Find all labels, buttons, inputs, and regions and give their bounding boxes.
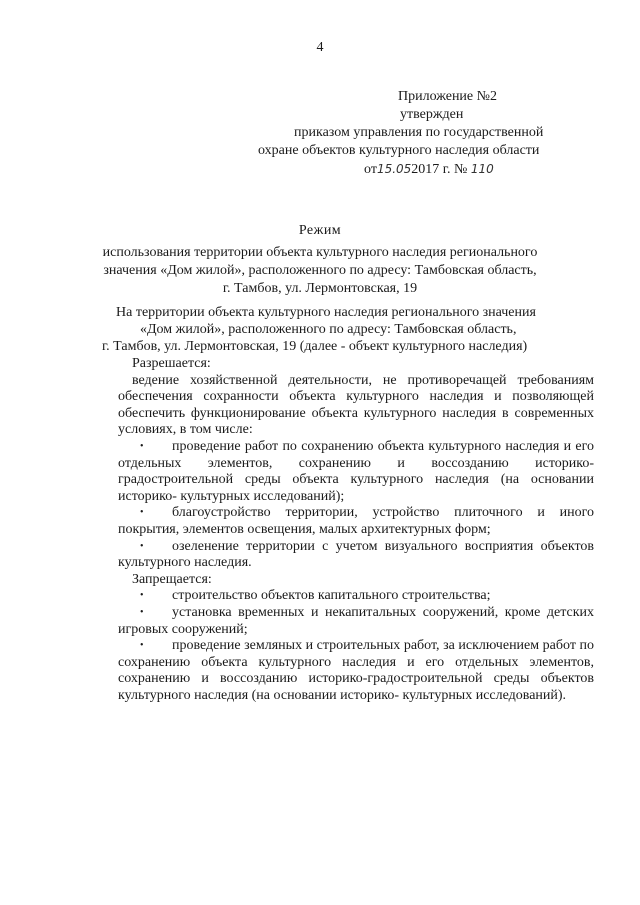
allowed-item-text: озеленение территории с учетом визуального восприятия объектов культурного наследия. (118, 538, 594, 571)
regime-heading: Режим (298, 223, 342, 238)
regime-title-line-2: значения «Дом жилой», расположенного по адресу: Тамбовская область, (103, 263, 537, 278)
allowed-item (118, 439, 594, 505)
bullet-symbol: • (140, 606, 144, 618)
allowed-item (118, 539, 594, 572)
bullet-symbol: • (140, 440, 144, 452)
bullet-symbol: • (140, 640, 144, 652)
bullet-symbol: • (140, 540, 144, 552)
regime-body (118, 356, 594, 704)
allowed-text: ведение хозяйственной деятельности, не противоречащей требованиям обеспечения сохранности объекта культурного наследия и позволяющей обеспечить функционирование объекта культурного наследия в современных условиях, в том числе: (118, 372, 594, 438)
allowed-label: Разрешается: (132, 356, 211, 371)
intro-line-3: г. Тамбов, ул. Лермонтовская, 19 (далее - объект культурного наследия) (102, 339, 528, 354)
intro-block (102, 304, 596, 355)
intro-line-1: На территории объекта культурного наследия регионального значения (116, 305, 536, 320)
forbidden-item-text: проведение земляных и строительных работ, за исключением работ по сохранению объекта культурного наследия и его отдельных элементов, сохранению и воссозданию историко-градостроительной среды объектов культурного наследия (на основании историко- культурных исследований). (118, 638, 594, 703)
regime-title-line-3: г. Тамбов, ул. Лермонтовская, 19 (222, 281, 418, 296)
allowed-item-text: благоустройство территории, устройство плиточного и иного покрытия, элементов освещения, малых архитектурных форм; (118, 505, 594, 537)
approval-block (240, 88, 610, 179)
handwritten-number: 110 (470, 162, 494, 176)
forbidden-item-text: строительство объектов капитального строительства; (172, 588, 491, 604)
forbidden-label: Запрещается: (132, 571, 212, 587)
regime-title-block (80, 222, 560, 298)
page-number: 4 (316, 40, 324, 55)
forbidden-item-text: установка временных и некапитальных сооружений, кроме детских игровых сооружений; (118, 604, 594, 637)
appendix-label: Приложение №2 (398, 89, 497, 104)
regime-title-line-1: использования территории объекта культурного наследия регионального (102, 245, 538, 260)
authority-line: охране объектов культурного наследия области (258, 143, 540, 158)
forbidden-item (118, 605, 594, 638)
bullet-symbol: • (140, 507, 144, 519)
order-line: приказом управления по государственной (294, 125, 544, 140)
date-prefix: от (364, 162, 377, 177)
allowed-item (118, 505, 594, 538)
date-suffix: 2017 г. № (411, 162, 468, 177)
approved-label: утвержден (400, 107, 464, 122)
forbidden-item (118, 588, 594, 605)
intro-line-2: «Дом жилой», расположенного по адресу: Тамбовская область, (140, 322, 517, 337)
allowed-item-text: проведение работ по сохранению объекта культурного наследия и его отдельных элементов, сохранению и воссозданию историко-градостроительной среды объекта культурного наследия (на основании историко- культурных исследований); (118, 438, 594, 504)
order-date-line (240, 160, 610, 179)
handwritten-date: 15.05 (376, 162, 412, 176)
forbidden-item (118, 638, 594, 704)
bullet-symbol: • (140, 590, 144, 602)
